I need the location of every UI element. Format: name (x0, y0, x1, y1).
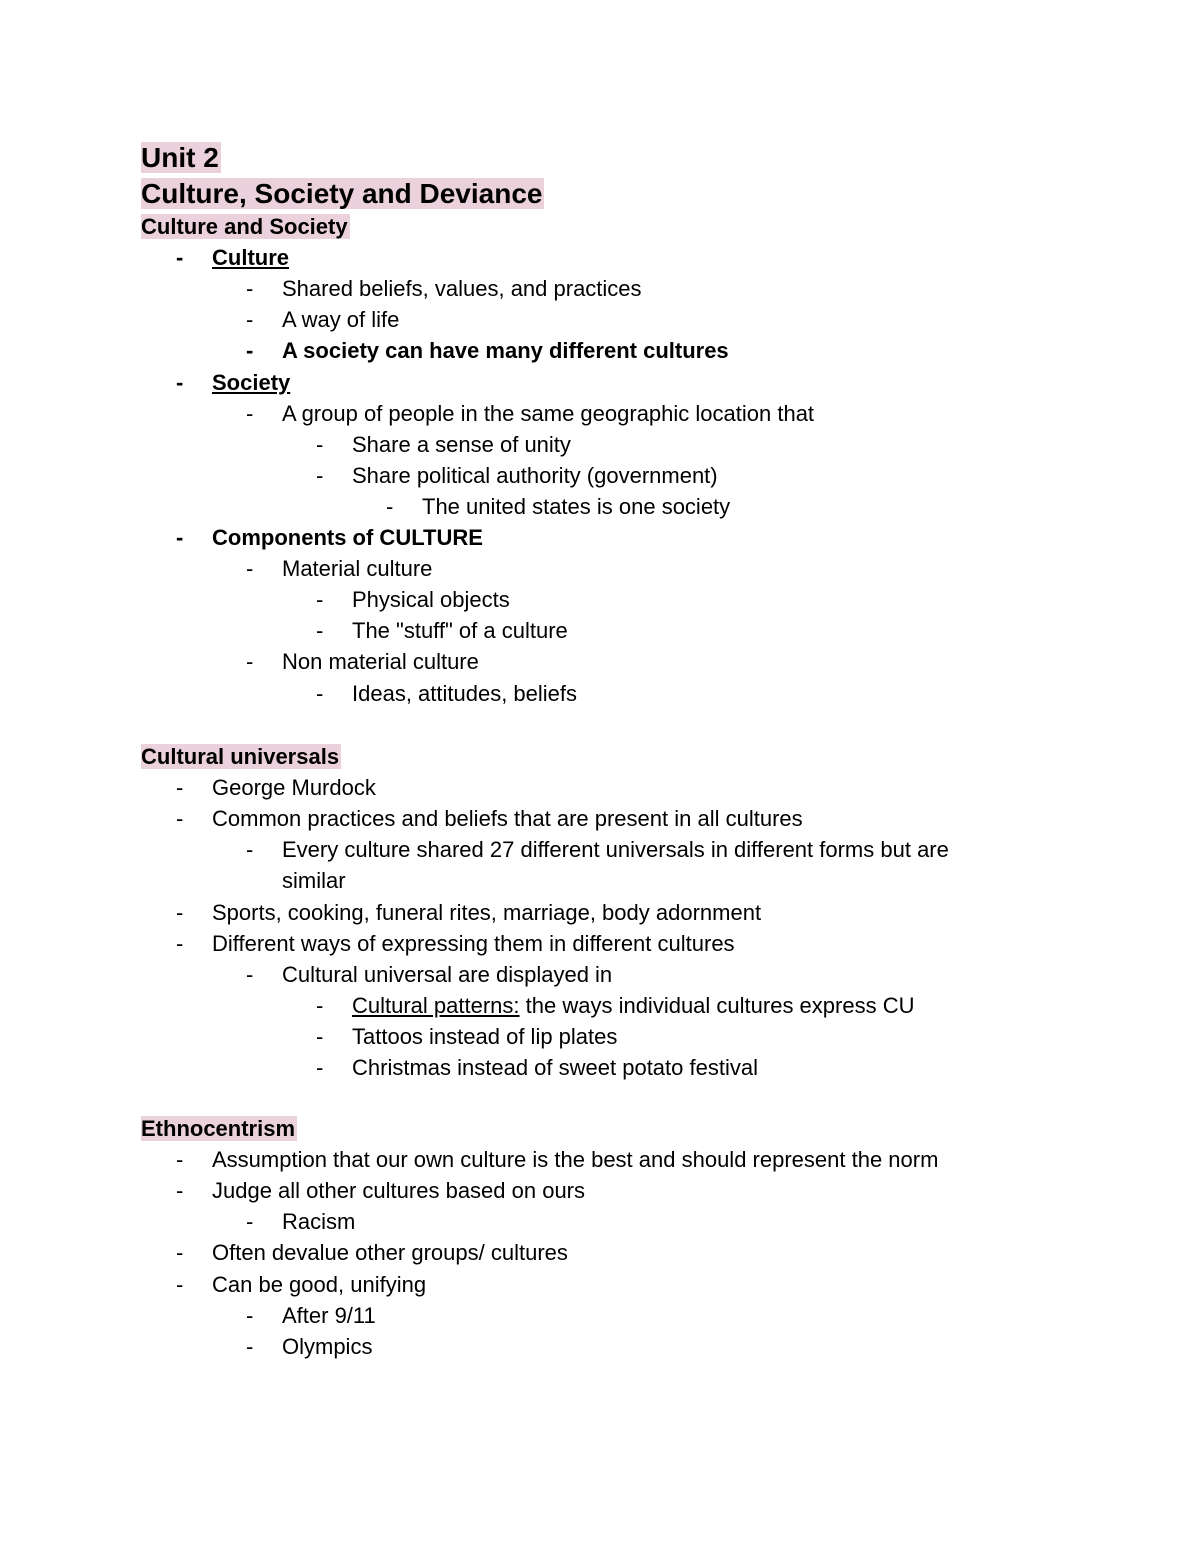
list-item (212, 525, 483, 551)
list-item-text: A society can have many different cultures (282, 338, 729, 364)
bullet-dash: - (246, 961, 254, 987)
document-title (141, 141, 221, 175)
list-item-text: Share a sense of unity (352, 431, 571, 457)
bullet-dash: - (246, 307, 254, 333)
bullet-dash: - (176, 525, 184, 550)
list-item (352, 681, 577, 707)
bullet-dash: - (316, 587, 324, 613)
list-item-text: Culture (212, 245, 289, 271)
list-item (282, 868, 346, 894)
list-item (212, 1240, 568, 1266)
list-item-text: Can be good, unifying (212, 1271, 427, 1297)
list-item-text: George Murdock (212, 775, 376, 801)
list-item (282, 1303, 376, 1329)
bullet-dash: - (246, 649, 254, 675)
list-item (282, 307, 399, 333)
list-item (352, 587, 510, 613)
list-item (212, 1272, 426, 1298)
bullet-dash: - (246, 1209, 254, 1235)
list-item (282, 649, 479, 675)
list-item-text: Material culture (282, 556, 433, 582)
document-subtitle (141, 177, 544, 211)
list-item-text: The united states is one society (422, 493, 731, 519)
list-item-text: Judge all other cultures based on ours (212, 1178, 586, 1204)
list-item-text: Ideas, attitudes, beliefs (352, 680, 578, 706)
bullet-dash: - (176, 245, 184, 271)
list-item-text: similar (282, 868, 346, 894)
bullet-dash: - (176, 899, 184, 925)
list-item (352, 432, 571, 458)
list-item-text: Every culture shared 27 different universals in different forms but are (282, 837, 949, 863)
bullet-dash: - (246, 276, 254, 302)
section-heading (141, 744, 341, 770)
bullet-dash: - (386, 493, 394, 519)
bullet-dash: - (246, 1302, 254, 1328)
list-item-text: The "stuff" of a culture (352, 618, 568, 644)
bullet-dash: - (316, 680, 324, 706)
list-item (282, 962, 612, 988)
list-item (212, 1178, 585, 1204)
list-item-text: Christmas instead of sweet potato festival (352, 1055, 758, 1080)
list-item (212, 931, 735, 957)
list-item (282, 276, 642, 302)
bullet-dash: - (176, 806, 184, 832)
list-item-text: Assumption that our own culture is the best and should represent the norm (212, 1147, 939, 1173)
bullet-dash: - (176, 1178, 184, 1204)
section-heading (141, 1116, 297, 1142)
bullet-dash: - (176, 1271, 184, 1297)
list-item (352, 1055, 758, 1081)
list-item-text: Components of CULTURE (212, 525, 483, 550)
list-item-text: Sports, cooking, funeral rites, marriage, body adornment (212, 899, 762, 925)
list-item-text: Share political authority (government) (352, 462, 718, 488)
list-item-text: Olympics (282, 1333, 373, 1359)
bullet-dash: - (176, 369, 184, 395)
document-subtitle-text: Culture, Society and Deviance (141, 178, 543, 209)
bullet-dash: - (246, 338, 254, 364)
list-item (282, 837, 949, 863)
list-item-text: A group of people in the same geographic location that (282, 400, 815, 426)
list-item-text: Physical objects (352, 587, 510, 613)
list-item-text: Different ways of expressing them in different cultures (212, 930, 735, 956)
list-item (212, 245, 289, 271)
list-item (352, 993, 914, 1019)
section-heading-text: Culture and Society (141, 214, 348, 239)
list-item-text: Cultural universal are displayed in (282, 961, 613, 987)
list-item (212, 370, 290, 396)
list-item (352, 618, 568, 644)
section-heading (141, 214, 350, 240)
bullet-dash: - (316, 1055, 324, 1080)
bullet-dash: - (246, 556, 254, 582)
bullet-dash: - (246, 837, 254, 863)
document-title-text: Unit 2 (141, 142, 219, 173)
list-item (282, 338, 729, 364)
bullet-dash: - (246, 400, 254, 426)
bullet-dash: - (316, 1023, 324, 1049)
list-item (212, 900, 761, 926)
list-item-text: Often devalue other groups/ cultures (212, 1240, 568, 1266)
list-item-text: Non material culture (282, 649, 479, 675)
list-item (212, 806, 803, 832)
bullet-dash: - (176, 1240, 184, 1266)
list-item (352, 463, 718, 489)
bullet-dash: - (316, 992, 324, 1018)
list-item-text: A way of life (282, 307, 400, 333)
list-item (422, 494, 730, 520)
bullet-dash: - (176, 775, 184, 801)
list-item-text: Racism (282, 1209, 356, 1235)
bullet-dash: - (316, 618, 324, 644)
list-item-text: After 9/11 (282, 1302, 376, 1328)
bullet-dash: - (246, 1333, 254, 1359)
bullet-dash: - (176, 1147, 184, 1173)
list-item (352, 1024, 617, 1050)
section-heading-text: Cultural universals (141, 744, 340, 769)
list-item (212, 1147, 938, 1173)
bullet-dash: - (176, 930, 184, 956)
list-item-text: Common practices and beliefs that are present in all cultures (212, 806, 803, 832)
list-item (282, 556, 432, 582)
list-item (212, 775, 376, 801)
bullet-dash: - (316, 431, 324, 457)
list-item (282, 401, 814, 427)
list-item-definition: the ways individual cultures express CU (519, 992, 915, 1018)
section-heading-text: Ethnocentrism (141, 1116, 296, 1141)
list-item (282, 1209, 355, 1235)
list-item-text: Shared beliefs, values, and practices (282, 276, 642, 302)
list-item-text: Tattoos instead of lip plates (352, 1023, 618, 1049)
list-item-text: Cultural patterns: (352, 992, 520, 1018)
bullet-dash: - (316, 462, 324, 488)
list-item-text: Society (212, 369, 291, 395)
list-item (282, 1334, 372, 1360)
